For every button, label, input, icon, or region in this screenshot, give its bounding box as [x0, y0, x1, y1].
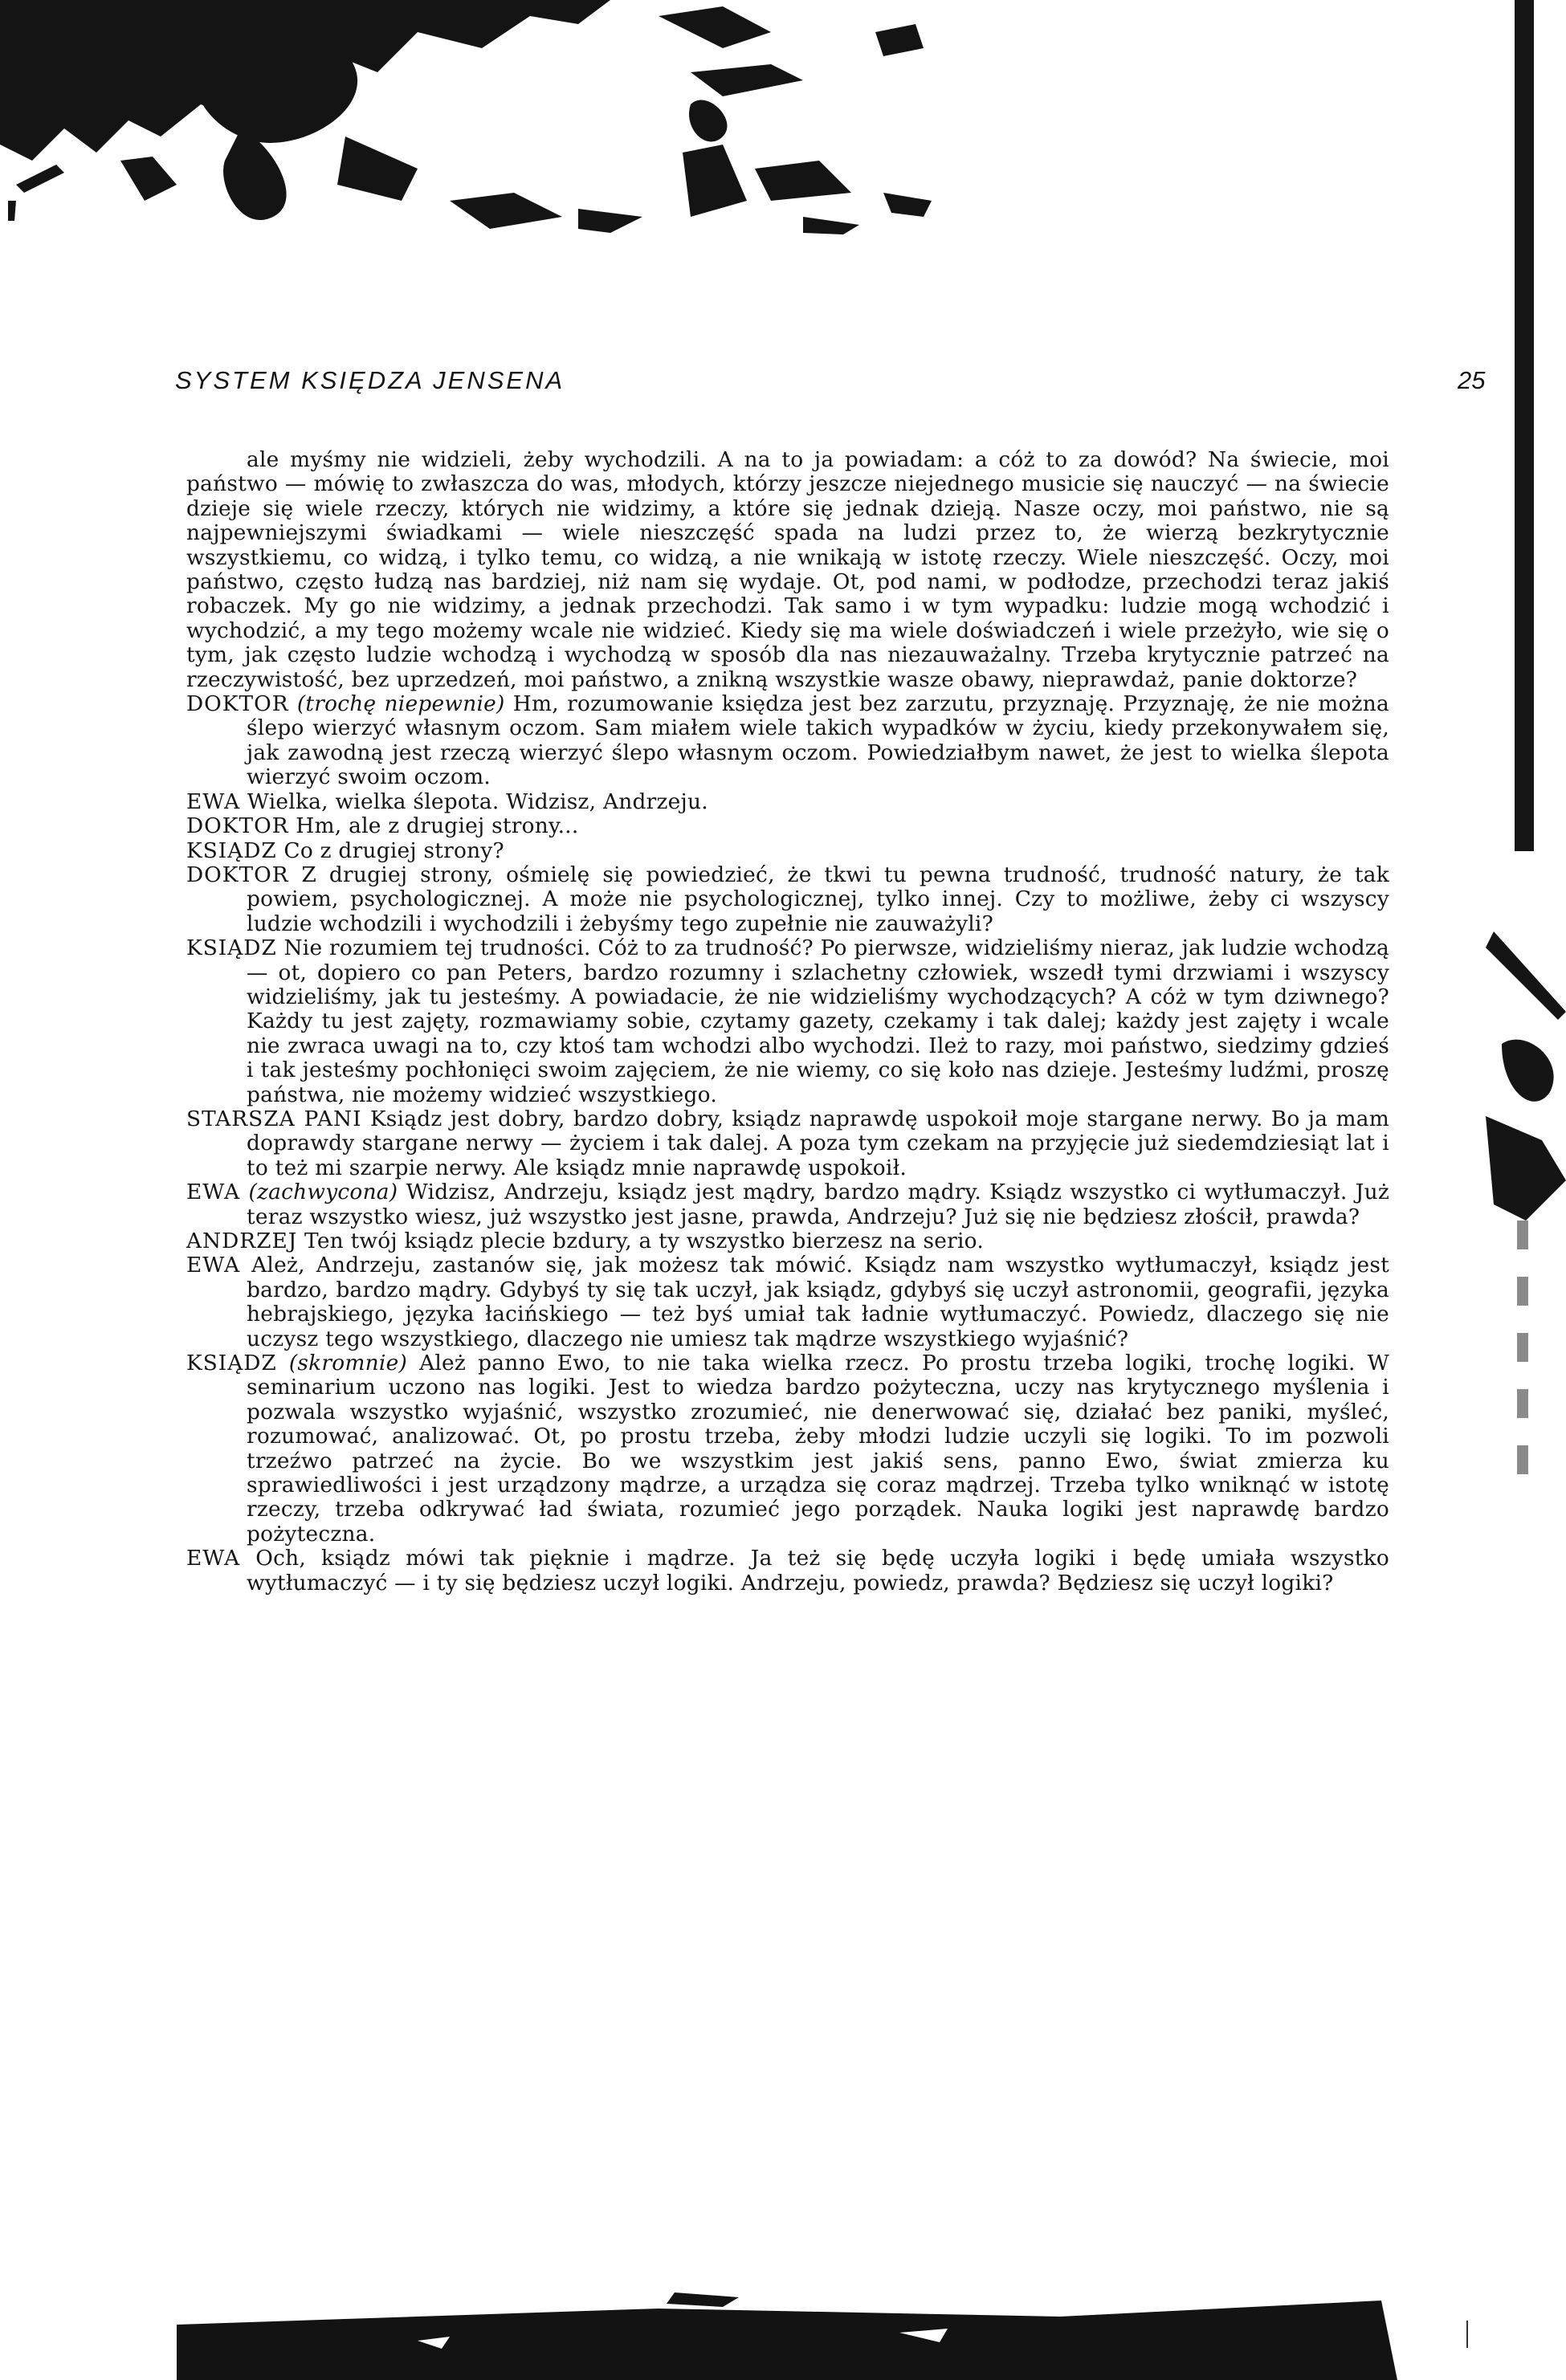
speaker-name: KSIĄDZ	[186, 935, 277, 961]
speech-text: Widzisz, Andrzeju, ksiądz jest mądry, bardzo mądry. Ksiądz wszystko ci wytłumaczył. Już teraz wszystko wiesz, już wszystko jest jasne, prawda, Andrzeju? Już się nie będziesz złościł, prawda?	[247, 1180, 1390, 1229]
dialogue-line	[186, 1180, 1389, 1229]
dialogue-line	[186, 839, 1389, 863]
speech-text: Och, ksiądz mówi tak pięknie i mądrze. Ja też się będę uczyła logiki i będę umiała wszystko wytłumaczyć — i ty się będziesz uczył logiki. Andrzeju, powiedz, prawda? Będziesz się uczył logiki?	[247, 1546, 1389, 1595]
speaker-name: ANDRZEJ	[186, 1229, 298, 1253]
speech-text: Co z drugiej strony?	[283, 837, 504, 863]
speech-text: Ksiądz jest dobry, bardzo dobry, ksiądz naprawdę uspokoił moje stargane nerwy. Bo ja mam doprawdy stargane nerwy — życiem i tak dalej. A poza tym czekam na przyjęcie już siedemdziesiąt lat i to też mi szarpie nerwy. Ale ksiądz mnie naprawdę uspokoił.	[247, 1106, 1390, 1180]
speaker-name: EWA	[186, 1253, 241, 1278]
stage-direction: (zachwycona)	[248, 1180, 398, 1205]
speaker-name: DOKTOR	[186, 862, 289, 887]
speech-text: Ależ panno Ewo, to nie taka wielka rzecz. Po prostu trzeba logiki, trochę logiki. W seminarium uczono nas logiki. Jest to wiedza bardzo pożyteczna, uczy nas krytycznego myślenia i pozwala wszystko wyjaśnić, wszystko zrozumieć, nie denerwować się, działać bez paniki, myśleć, rozumować, analizować. Ot, po prostu trzeba, żeby młodzi ludzie uczyli się logiki. To im pozwoli trzeźwo patrzeć na życie. Bo we wszystkim jest jakiś sens, panno Ewo, świat zmierza ku sprawiedliwości i jest urządzony mądrze, a urządza się coraz mądrzej. Trzeba tylko wniknąć w istotę rzeczy, trzeba odkrywać ład świata, rozumieć jego porządek. Nauka logiki jest naprawdę bardzo pożyteczna.	[247, 1351, 1390, 1547]
dialogue-line	[186, 790, 1389, 814]
dialogue-line	[186, 1253, 1389, 1351]
speaker-name: EWA	[186, 1546, 241, 1571]
speaker-name: KSIĄDZ	[186, 837, 277, 863]
stage-direction: (skromnie)	[288, 1351, 408, 1376]
speaker-name: DOKTOR	[186, 813, 289, 839]
dialogue-line	[186, 1547, 1389, 1595]
speech-text: Z drugiej strony, ośmielę się powiedzieć, że tkwi tu pewna trudność, trudność natury, że tak powiem, psychologicznej. A może nie psychologicznej, tylko innej. Czy to możliwe, żeby ci wszyscy ludzie wchodzili i wychodzili i żebyśmy tego zupełnie nie zauważyli?	[247, 862, 1389, 936]
speech-text: Nie rozumiem tej trudności. Cóż to za trudność? Po pierwsze, widzieliśmy nieraz, jak ludzie wchodzą — ot, dopiero co pan Peters, bardzo rozumny i szlachetny człowiek, wszedł tymi drzwiami i wszyscy widzieliśmy, jak tu jesteśmy. A powiadacie, że nie widzieliśmy wychodzących? A cóż w tym dziwnego? Każdy tu jest zajęty, rozmawiamy sobie, czytamy gazety, czekamy i tak dalej; każdy jest zajęty i wcale nie zwraca uwagi na to, czy ktoś tam wchodzi albo wychodzi. Ileż to razy, moi państwo, siedzimy gdzieś i tak jesteśmy pochłonięci swoim zajęciem, że nie wiemy, co się koło nas dzieje. Jesteśmy ludźmi, proszę państwa, nie możemy widzieć wszystkiego.	[247, 935, 1389, 1107]
dialogue-line	[186, 814, 1389, 838]
ink-blot-bottom	[177, 2292, 1397, 2380]
stage-direction: (trochę niepewnie)	[296, 691, 505, 717]
speech-text: Hm, rozumowanie księdza jest bez zarzutu, przyznaję. Przyznaję, że nie można ślepo wierzyć własnym oczom. Sam miałem wiele takich wypadków w życiu, kiedy przekonywałem się, jak zawodną jest rzeczą wierzyć ślepo własnym oczom. Powiedziałbym nawet, że jest to wielka ślepota wierzyć swoim oczom.	[247, 691, 1390, 790]
dialogue-line	[186, 1229, 1389, 1253]
speech-text: Hm, ale z drugiej strony...	[296, 813, 579, 839]
dialogue-lines	[186, 692, 1389, 1595]
dialogue-line	[186, 1107, 1389, 1180]
speaker-name: EWA	[186, 789, 241, 814]
running-head: SYSTEM KSIĘDZA JENSENA	[175, 366, 565, 394]
speaker-name: KSIĄDZ	[186, 1351, 277, 1376]
dialogue-line	[186, 692, 1389, 790]
speaker-name: STARSZA PANI	[186, 1106, 362, 1131]
dialogue-line	[186, 936, 1389, 1107]
page-number: 25	[1458, 366, 1486, 394]
speaker-name: DOKTOR	[186, 691, 289, 717]
speech-text: Ten twój ksiądz plecie bzdury, a ty wszystko bierzesz na serio.	[304, 1229, 984, 1253]
margin-mark	[1466, 2321, 1474, 2348]
scan-edge-bar	[1515, 0, 1534, 851]
ink-blot-right	[1478, 915, 1566, 1237]
speech-text: Wielka, wielka ślepota. Widzisz, Andrzeju.	[247, 789, 708, 814]
dialogue-line	[186, 863, 1389, 936]
speech-text: Ależ, Andrzeju, zastanów się, jak możesz tak mówić. Ksiądz nam wszystko wytłumaczył, ksiądz jest bardzo, bardzo mądry. Gdybyś ty się tak uczył, jak ksiądz, gdybyś się uczył astronomii, geografii, języka hebrajskiego, języka łacińskiego — też byś umiał tak ładnie wytłumaczyć. Powiedz, dlaczego się nie uczysz tego wszystkiego, dlaczego nie umiesz tak mądrze wszystkiego wyjaśnić?	[247, 1253, 1389, 1351]
ink-blot-top	[0, 0, 1012, 257]
speaker-name: EWA	[186, 1180, 241, 1205]
intro-paragraph: ale myśmy nie widzieli, żeby wychodzili. A na to ja powiadam: a cóż to za dowód? Na świecie, moi państwo — mówię to zwłaszcza do was, młodych, którzy jeszcze niejednego musicie się nauczyć — na świecie dzieje się wiele rzeczy, których nie widzimy, a które się jednak dzieją. Nasze oczy, moi państwo, nie są najpewniejszymi świadkami — wiele nieszczęść spada na ludzi przez to, że wierzą bezkrytycznie wszystkiemu, co widzą, i tylko temu, co widzą, a nie wnikają w istotę rzeczy. Wiele nieszczęść. Oczy, moi państwo, często łudzą nas bardziej, niż nam się wydaje. Ot, pod nami, w podłodze, przechodzi teraz jakiś robaczek. My go nie widzimy, a jednak przechodzi. Tak samo i w tym wypadku: ludzie mogą wchodzić i wychodzić, a my tego możemy wcale nie widzieć. Kiedy się ma wiele doświadczeń i wiele przeżyło, wie się o tym, jak często ludzie wchodzą i wychodzą w sposób dla nas niezauważalny. Trzeba krytycznie patrzeć na rzeczywistość, bez uprzedzeń, moi państwo, a znikną wszystkie wasze obawy, nieprawdaż, panie doktorze?	[186, 447, 1389, 692]
dialogue-line	[186, 1351, 1389, 1547]
dialogue-text	[186, 448, 1389, 1595]
